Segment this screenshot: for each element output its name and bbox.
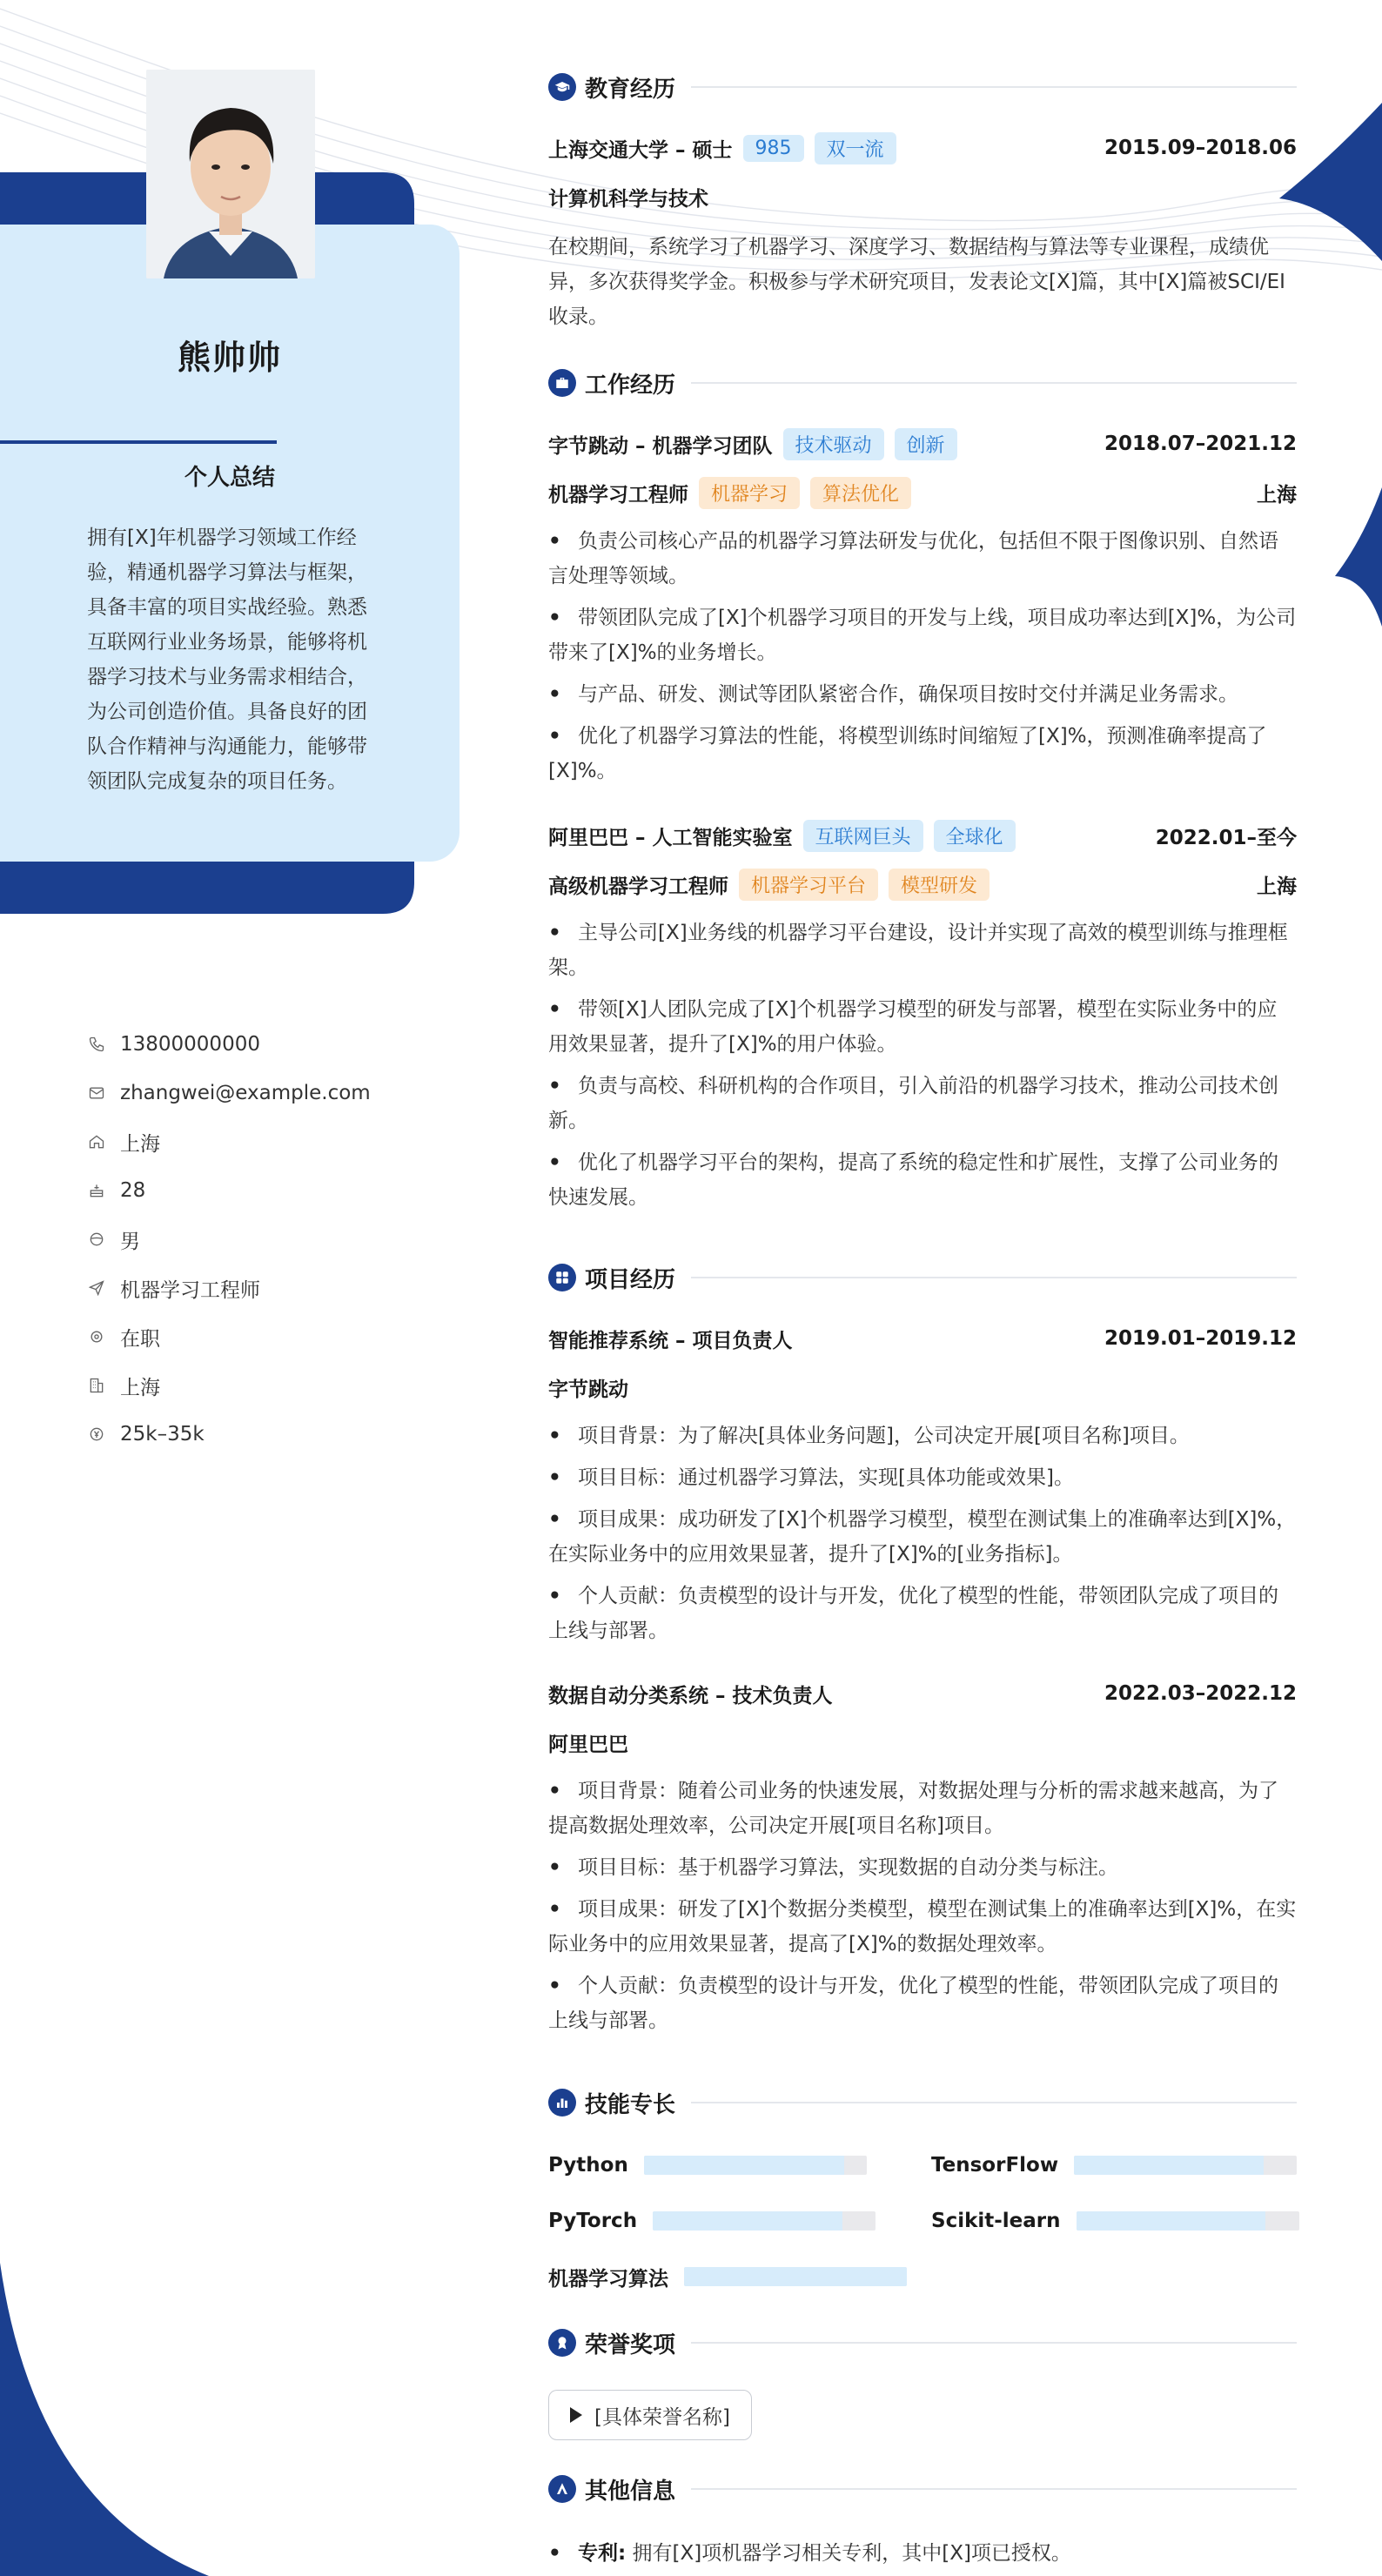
contact-list xyxy=(87,1020,453,1459)
skill-name: PyTorch xyxy=(548,2210,638,2232)
skill-item xyxy=(548,2261,907,2292)
role-tag: 机器学习平台 xyxy=(739,869,878,901)
school-tag: 双一流 xyxy=(815,132,896,164)
info-icon xyxy=(548,2475,576,2503)
section-title: 其他信息 xyxy=(585,2478,676,2505)
project-row xyxy=(548,1676,1297,1711)
company-tag: 互联网巨头 xyxy=(803,820,923,852)
role-tag: 模型研发 xyxy=(889,869,990,901)
contact-location xyxy=(87,1117,453,1166)
skill-bar-fill xyxy=(653,2211,842,2231)
honor-name: [具体荣誉名称] xyxy=(594,2405,730,2429)
contact-age xyxy=(87,1166,453,1215)
company-tag: 创新 xyxy=(895,428,957,460)
project-dates: 2022.03–2022.12 xyxy=(1104,1682,1297,1705)
phone-icon xyxy=(87,1035,106,1054)
section-divider xyxy=(691,86,1297,88)
job-role: 机器学习工程师 xyxy=(548,483,688,506)
honors-header xyxy=(548,2325,1297,2360)
skill-bar-fill xyxy=(1077,2211,1266,2231)
list-item: • 项目成果：研发了[X]个数据分类模型，模型在测试集上的准确率达到[X]%，在实际业务中的应用效果显著，提高了[X]%的数据处理效率。 xyxy=(548,1892,1297,1962)
list-item: • 项目成果：成功研发了[X]个机器学习模型，模型在测试集上的准确率达到[X]%，在实际业务中的应用效果显著，提升了[X]%的[业务指标]。 xyxy=(548,1502,1297,1572)
other-item xyxy=(548,2536,1297,2571)
job-role-row xyxy=(548,867,1297,902)
section-divider xyxy=(691,2342,1297,2344)
skill-bar-fill xyxy=(1074,2156,1264,2175)
section-title: 技能专长 xyxy=(585,2091,676,2118)
contact-city xyxy=(87,1361,453,1410)
skills-header xyxy=(548,2085,1297,2120)
section-title: 工作经历 xyxy=(585,372,676,399)
contact-gender xyxy=(87,1215,453,1264)
education-header xyxy=(548,70,1297,104)
other-label: 专利: xyxy=(578,2542,627,2565)
contact-text: 在职 xyxy=(120,1327,160,1351)
list-item: • 项目背景：随着公司业务的快速发展，对数据处理与分析的需求越来越高，为了提高数据处理效率，公司决定开展[项目名称]项目。 xyxy=(548,1774,1297,1843)
school-name: 上海交通大学 – 硕士 xyxy=(548,138,733,162)
status-icon xyxy=(87,1327,106,1346)
section-title: 项目经历 xyxy=(585,1266,676,1293)
bar-chart-icon xyxy=(548,2089,576,2116)
main-content xyxy=(548,0,1297,2576)
contact-text: 上海 xyxy=(120,1132,160,1156)
project-org: 字节跳动 xyxy=(548,1378,628,1401)
role-tag: 机器学习 xyxy=(699,477,800,509)
skill-bar xyxy=(653,2211,875,2231)
skill-name: Scikit-learn xyxy=(931,2210,1061,2232)
project-name: 智能推荐系统 – 项目负责人 xyxy=(548,1329,793,1352)
list-item: • 优化了机器学习算法的性能，将模型训练时间缩短了[X]%，预测准确率提高了[X]%。 xyxy=(548,719,1297,788)
project-org: 阿里巴巴 xyxy=(548,1733,628,1756)
building-icon xyxy=(87,1376,106,1395)
list-item: • 个人贡献：负责模型的设计与开发，优化了模型的性能，带领团队完成了项目的上线与部署。 xyxy=(548,1579,1297,1648)
money-icon xyxy=(87,1425,106,1444)
summary-divider xyxy=(0,440,277,444)
list-item: • 个人贡献：负责模型的设计与开发，优化了模型的性能，带领团队完成了项目的上线与部署。 xyxy=(548,1969,1297,2038)
job-company: 字节跳动 – 机器学习团队 xyxy=(548,434,773,458)
summary-text: 拥有[X]年机器学习领域工作经验，精通机器学习算法与框架，具备丰富的项目实战经验。熟悉互联网行业业务场景，能够将机器学习技术与业务需求相结合，为公司创造价值。具备良好的团队合作精神与沟通能力，能够带领团队完成复杂的项目任务。 xyxy=(87,527,367,793)
gender-icon xyxy=(87,1230,106,1249)
other-text: 拥有[X]项机器学习相关专利，其中[X]项已授权。 xyxy=(632,2542,1071,2565)
honor-item-button[interactable] xyxy=(548,2390,752,2440)
skill-bar xyxy=(1074,2156,1297,2175)
section-divider xyxy=(691,382,1297,384)
contact-status xyxy=(87,1312,453,1361)
contact-text: 机器学习工程师 xyxy=(120,1278,260,1302)
skill-item xyxy=(931,2205,1299,2237)
education-dates: 2015.09–2018.06 xyxy=(1104,137,1297,159)
list-item: • 优化了机器学习平台的架构，提高了系统的稳定性和扩展性，支撑了公司业务的快速发展。 xyxy=(548,1145,1297,1215)
skill-item xyxy=(548,2150,867,2181)
list-item: • 主导公司[X]业务线的机器学习平台建设，设计并实现了高效的模型训练与推理框架。 xyxy=(548,916,1297,985)
send-icon xyxy=(87,1278,106,1298)
candidate-name: 熊帅帅 xyxy=(177,339,282,377)
school-tag: 985 xyxy=(743,135,804,162)
skill-bar xyxy=(1077,2211,1299,2231)
job-dates: 2018.07–2021.12 xyxy=(1104,433,1297,455)
section-divider xyxy=(691,2102,1297,2103)
home-icon xyxy=(87,1132,106,1151)
skill-bar-fill xyxy=(684,2267,907,2286)
contact-position xyxy=(87,1264,453,1312)
contact-salary xyxy=(87,1410,453,1459)
role-tag: 算法优化 xyxy=(810,477,911,509)
contact-text: 25k–35k xyxy=(120,1423,205,1446)
project-org-row xyxy=(548,1370,1297,1405)
contact-text: 上海 xyxy=(120,1376,160,1399)
contact-text: zhangwei@example.com xyxy=(120,1082,371,1104)
graduation-cap-icon xyxy=(548,73,576,101)
project-org-row xyxy=(548,1725,1297,1760)
summary-title: 个人总结 xyxy=(184,465,275,491)
projects-header xyxy=(548,1260,1297,1295)
education-description: 在校期间，系统学习了机器学习、深度学习、数据结构与算法等专业课程，成绩优异，多次获得奖学金。积极参与学术研究项目，发表论文[X]篇，其中[X]篇被SCI/EI收录。 xyxy=(548,236,1285,328)
list-item: • 与产品、研发、测试等团队紧密合作，确保项目按时交付并满足业务需求。 xyxy=(548,677,1297,712)
contact-text: 13800000000 xyxy=(120,1033,260,1056)
skill-name: TensorFlow xyxy=(931,2154,1059,2177)
section-title: 教育经历 xyxy=(585,76,676,103)
skill-bar-fill xyxy=(644,2156,844,2175)
section-title: 荣誉奖项 xyxy=(585,2331,676,2358)
major: 计算机科学与技术 xyxy=(548,187,708,211)
list-item: • 带领团队完成了[X]个机器学习项目的开发与上线，项目成功率达到[X]%，为公司带来了[X]%的业务增长。 xyxy=(548,600,1297,670)
project-name: 数据自动分类系统 – 技术负责人 xyxy=(548,1684,833,1707)
job-dates: 2022.01–至今 xyxy=(1155,826,1297,849)
cake-icon xyxy=(87,1181,106,1200)
project-dates: 2019.01–2019.12 xyxy=(1104,1327,1297,1350)
list-item: • 项目背景：为了解决[具体业务问题]，公司决定开展[项目名称]项目。 xyxy=(548,1419,1297,1453)
skill-bar xyxy=(644,2156,867,2175)
skill-bar xyxy=(684,2267,907,2286)
grid-icon xyxy=(548,1264,576,1291)
briefcase-icon xyxy=(548,369,576,397)
section-divider xyxy=(691,1277,1297,1278)
list-item: • 项目目标：基于机器学习算法，实现数据的自动分类与标注。 xyxy=(548,1850,1297,1885)
work-header xyxy=(548,366,1297,400)
company-tag: 全球化 xyxy=(934,820,1016,852)
list-item: • 负责与高校、科研机构的合作项目，引入前沿的机器学习技术，推动公司技术创新。 xyxy=(548,1069,1297,1138)
skill-name: Python xyxy=(548,2154,628,2177)
contact-phone xyxy=(87,1020,453,1069)
project-row xyxy=(548,1321,1297,1356)
mail-icon xyxy=(87,1083,106,1103)
major-row xyxy=(548,179,1297,214)
company-tag: 技术驱动 xyxy=(783,428,884,460)
skill-item xyxy=(548,2205,875,2237)
list-item: • 负责公司核心产品的机器学习算法研发与优化，包括但不限于图像识别、自然语言处理等领域。 xyxy=(548,524,1297,594)
job-company-row xyxy=(548,818,1297,853)
play-icon xyxy=(570,2407,582,2423)
skill-item xyxy=(931,2150,1297,2181)
award-icon xyxy=(548,2329,576,2357)
job-company-row xyxy=(548,426,1297,461)
contact-email xyxy=(87,1069,453,1117)
skill-name: 机器学习算法 xyxy=(548,2267,668,2291)
job-role: 高级机器学习工程师 xyxy=(548,875,728,898)
job-company: 阿里巴巴 – 人工智能实验室 xyxy=(548,826,793,849)
list-item: • 项目目标：通过机器学习算法，实现[具体功能或效果]。 xyxy=(548,1460,1297,1495)
education-row xyxy=(548,131,1297,165)
avatar xyxy=(146,70,315,278)
job-city: 上海 xyxy=(1257,483,1297,506)
list-item: • 带领[X]人团队完成了[X]个机器学习模型的研发与部署，模型在实际业务中的应用效果显著，提升了[X]%的用户体验。 xyxy=(548,992,1297,1062)
contact-text: 男 xyxy=(120,1230,140,1253)
section-divider xyxy=(691,2488,1297,2490)
job-role-row xyxy=(548,475,1297,510)
job-city: 上海 xyxy=(1257,875,1297,898)
sidebar xyxy=(0,0,487,2576)
other-header xyxy=(548,2472,1297,2506)
contact-text: 28 xyxy=(120,1179,146,1202)
